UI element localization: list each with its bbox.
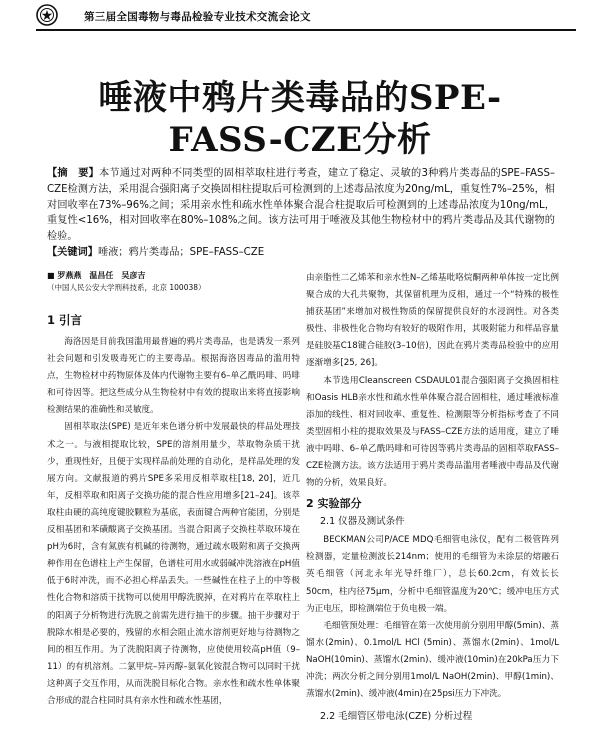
intro-paragraph-2: 固相萃取法(SPE) 是近年来色谱分析中发展最快的样品处理技术之一。与液相提取比较，SPE的溶剂用量少，萃取物杂质干扰少，重现性好，且便于实现样品前处理的自动化，是样品处理的发展方向。文献报道的鸦片SPE多采用反相萃取柱[18, 20]，近几年，反相萃取和阳离子交换功能的混合性应用增多[21–24]。该萃取柱由硬的高纯度键胶颗粒为基底，表面键合两种官能团，分别是反相基团和苯磺酸离子交换基团。当混合阳离子交换柱萃取环境在pH为6时，含有氮族有机碱的待测物，通过疏水吸附和离子交换两种作用在色谱柱上产生保留，色谱柱可用水或弱碱冲洗溶液在pH值低于6时冲洗，而不必担心样品丢失。一些碱性在柱子上的中等极性化合物和溶质干扰物可以使用甲醇洗脱掉，在对鸦片在萃取柱上的阳离子分析物进行洗脱之前需先进行抽干的步骤。抽干步骤对于脱除水相是必要的，残留的水相会阻止流水溶剂更好地与待测物之间的相互作用。为了洗脱阳离子待测物，应使使用较高pH值（9–11）的有机溶剂。二氯甲烷–异丙醇–氨氧化铵混合物可以同时干扰这种离子交互作用，从而洗脱目标化合物。亲水性和疏水性单体聚合形成的混合柱同时具有亲水性和疏水性基团， [47,422,300,706]
section-2-1-heading: 2.1 仪器及测试条件 [320,516,405,528]
intro-paragraph-1: 海洛因是目前我国滥用最普遍的鸦片类毒品，也是诱发一系列社会问题和引发吸毒死亡的主要毒品。根据海洛因毒品的滥用特点，生物检材中药物原体及体内代谢物主要有6–单乙酰吗啡、吗啡和可待因等。把这些成分从生物检材中有效的提取出来将直接影响检测结果的准确性和灵敏度。 [47,337,300,416]
keywords-label: 【关键词】 [47,246,98,258]
paper-title-line1: 唾液中鸦片类毒品的SPE- [98,78,502,118]
capillary-paragraph: 毛细管预处理：毛细管在第一次使用前分别用甲醇(5min)、蒸馏水(2min)、0.1mol/L HCl (5min)、蒸馏水(2min)、1mol/L NaOH(10min)、蒸馏水(2min)、缓冲液(10min)在20kPa压力下冲洗；两次分析之间分别用1mol/L NaOH(2min)、甲醇(1min)、蒸馏水(2min)、缓冲液(4min)在25psi压力下冲洗。 [306,620,559,700]
right-column [306,270,559,725]
affiliation: （中国人民公安大学刑科技系，北京 100038） [47,283,206,292]
authors: ■ 罗燕燕 温昌任 吴彦吉 [47,271,146,280]
abstract-block [47,166,555,261]
right-paragraph-2: 本节选用Cleanscreen CSDAUL01混合强阳离子交换固相柱和Oasis HLB亲水性和疏水性单体聚合混合固相柱，通过唾液标准添加的线性、相对回收率、重复性、检测限等分析指标考查了不同类型固相小柱的提取效果及与FASS–CZE方法的适用度，建立了唾液中吗啡、6–单乙酰吗啡和可待因等鸦片类毒品的固相萃取FASS–CZE检测方法。该方法适用于鸦片类毒品滥用者唾液中毒品及代谢物的分析，效果良好。 [306,375,559,489]
abstract-text: 本节通过对两种不同类型的固相萃取柱进行考查，建立了稳定、灵敏的3种鸦片类毒品的SPE–FASS–CZE检测方法，采用混合强阳离子交换固相柱提取后可检测到的上述毒品浓度为20ng/mL，重复性7%–25%，相对回收率在73%–96%之间；采用亲水性和疏水性单体聚合混合柱提取后可检测到的上述毒品浓度为10ng/mL，重复性<16%，相对回收率在80%–108%之间。该方法可用于唾液及其他生物检材中的鸦片类毒品及其代谢物的检验。 [47,168,556,243]
left-column [47,270,300,710]
header-rule [36,29,576,31]
journal-header: 第三届全国毒物与毒品检验专业技术交流会论文 [84,11,311,23]
section-2-2-heading: 2.2 毛细管区带电泳(CZE) 分析过程 [320,711,473,723]
right-paragraph-1: 由亲脂性二乙烯苯和亲水性N–乙烯基吡咯烷酮两种单体按一定比例聚合成的大孔共聚物，其保留机理为反相，通过一个“特殊的极性捕获基团”来增加对极性物质的保留提供良好的水浸润性。对各类极性、非极性化合物均有较好的吸附作用，其吸附能力和样品容量是硅胶基C18键合硅胶(3–10倍)，因此在鸦片类毒品检验中的应用逐渐增多[25, 26]。 [306,273,559,369]
abstract-label: 【摘 要】 [47,168,100,179]
keywords-text: 唾液；鸦片类毒品；SPE–FASS–CZE [97,246,265,258]
page-header [36,4,576,30]
emblem-icon [36,4,58,26]
section-1-heading: 1 引言 [47,313,83,327]
section-2-heading: 2 实验部分 [306,497,362,511]
instrument-paragraph: BECKMAN公司P/ACE MDQ毛细管电泳仪，配有二极管阵列检测器，定量检测波长214nm；使用的毛细管为未涂层的熔融石英毛细管（河北永年光导纤维厂），总长60.2cm，有效长长50cm，柱内径75μm，分析中毛细管温度为20℃；缓冲电压方式为正电压，即检测端位于负电极一端。 [306,535,559,614]
paper-title-line2: FASS-CZE分析 [168,120,432,160]
